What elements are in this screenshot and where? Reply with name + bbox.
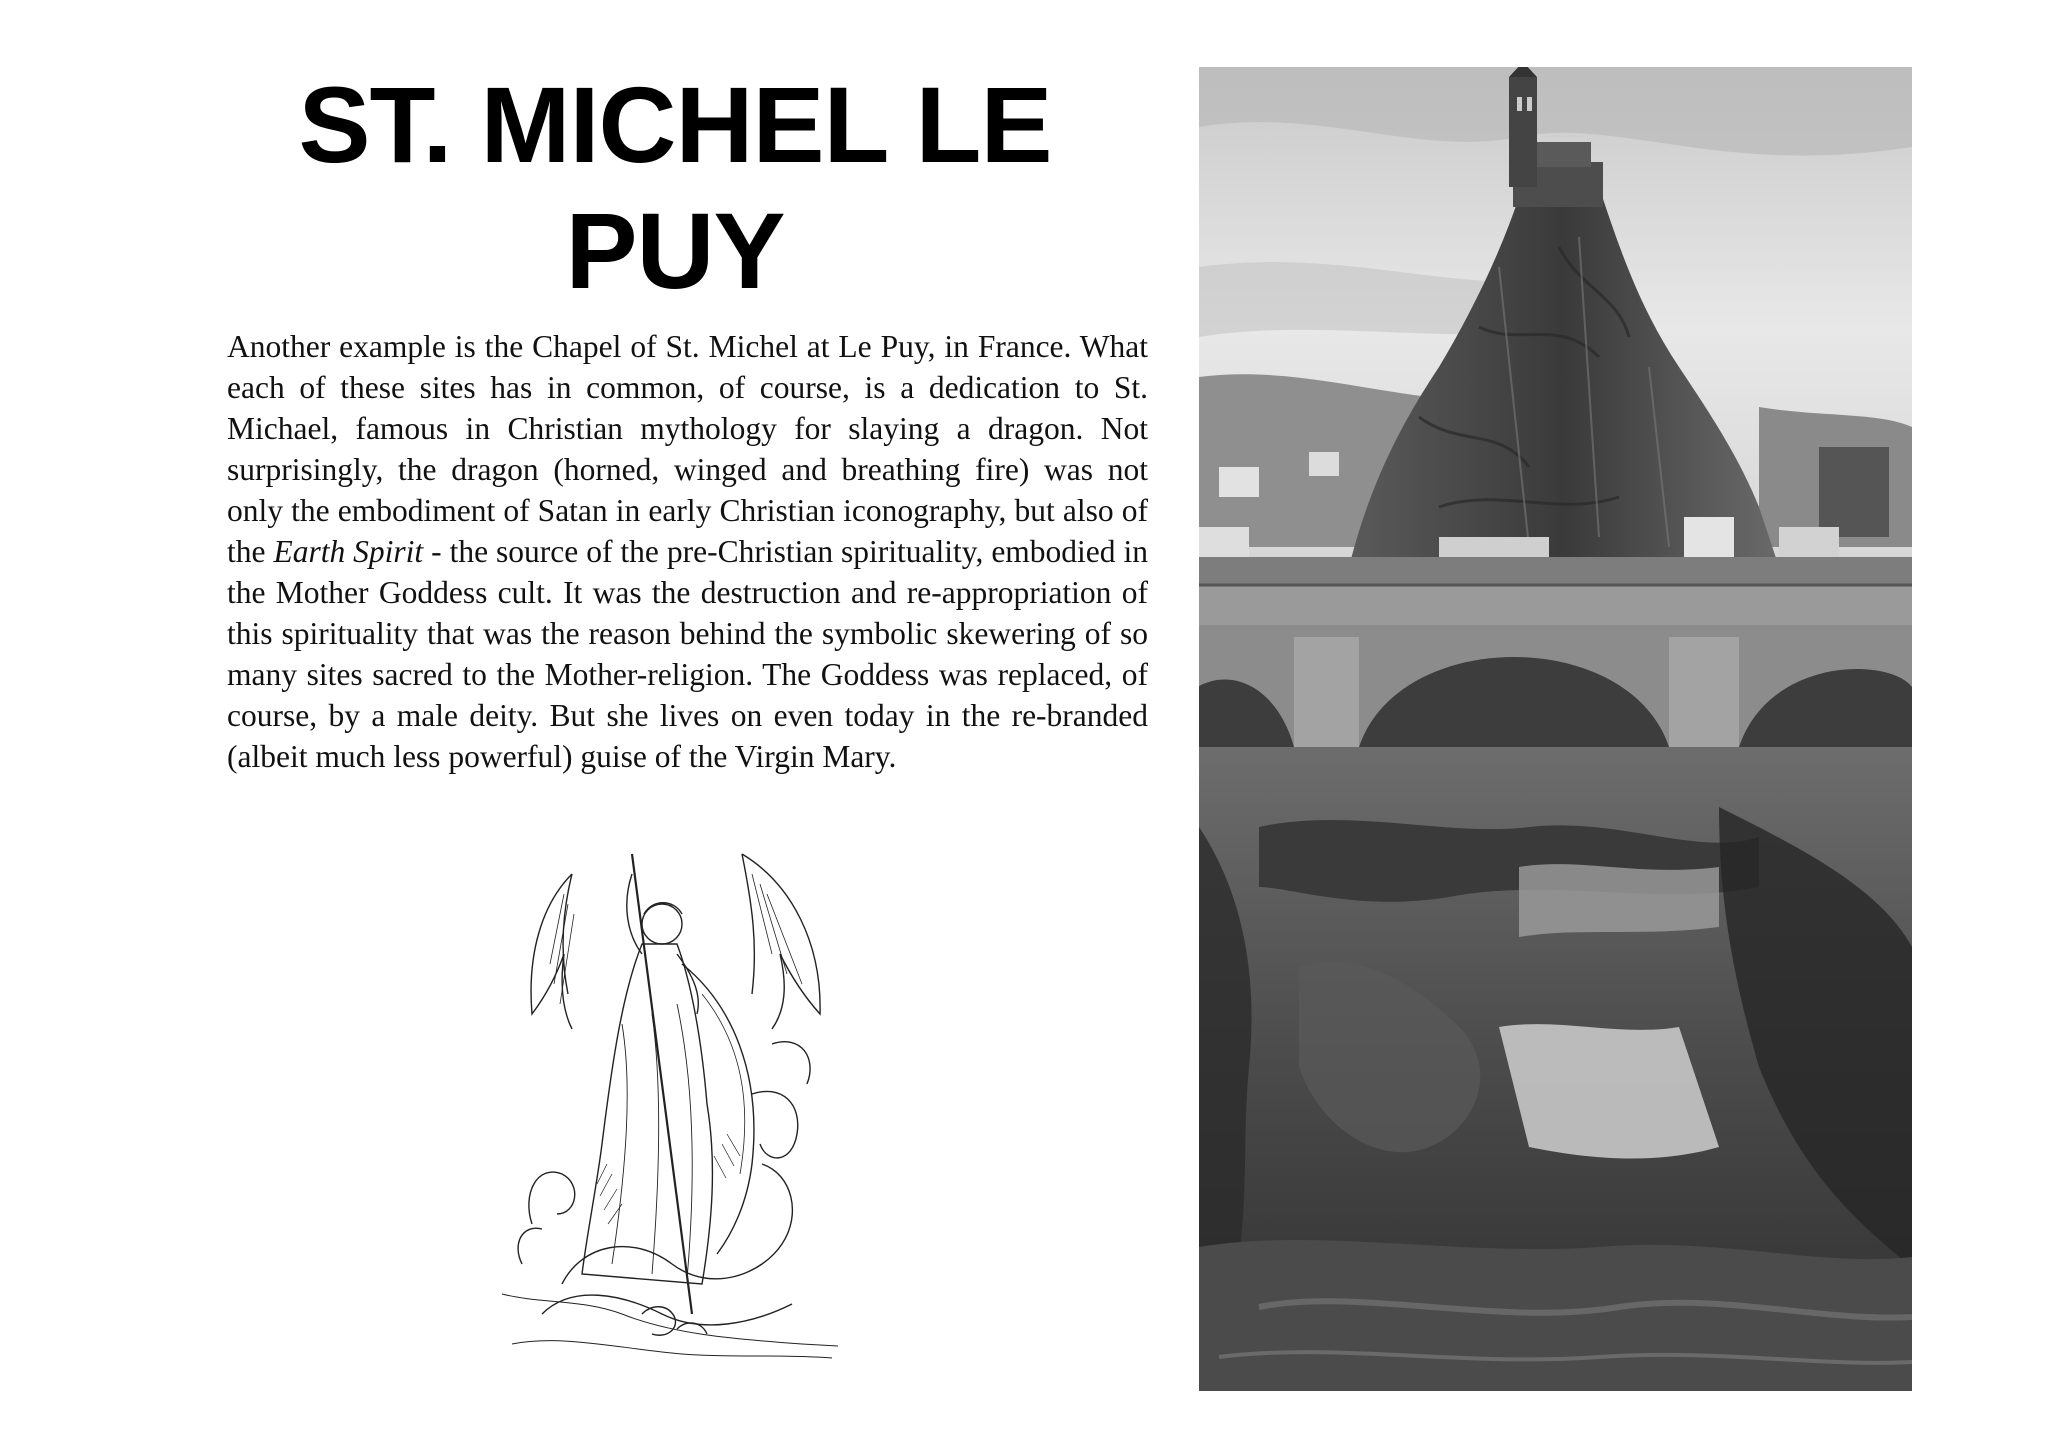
- chapel-photograph: [1199, 67, 1912, 1391]
- body-text-part-2: - the source of the pre-Christian spirituality, embodied in the Mother Goddess cult. It was the destruction and re-appropriation of this spirituality that was the reason behind the symbolic skewering of so many sites sacred to the Mother-religion. The Goddess was replaced, of course, by a male deity. But she lives on even today in the re-branded (albeit much less powerful) guise of the Virgin Mary.: [227, 534, 1149, 774]
- title-line-1: ST. MICHEL LE: [298, 64, 1052, 185]
- earth-spirit-emphasis: Earth Spirit: [273, 534, 424, 569]
- body-paragraph: [227, 326, 1148, 777]
- body-text-part-1: Another example is the Chapel of St. Michel at Le Puy, in France. What each of these sites has in common, of course, is a dedication to St. Michael, famous in Christian mythology for slaying a dragon. Not surprisingly, the dragon (horned, winged and breathing fire) was not only the embodiment of Satan in early Christian iconography, but also of the: [227, 329, 1148, 569]
- st-michael-engraving: [502, 844, 838, 1362]
- title-line-2: PUY: [565, 190, 785, 311]
- page-title: [225, 62, 1125, 314]
